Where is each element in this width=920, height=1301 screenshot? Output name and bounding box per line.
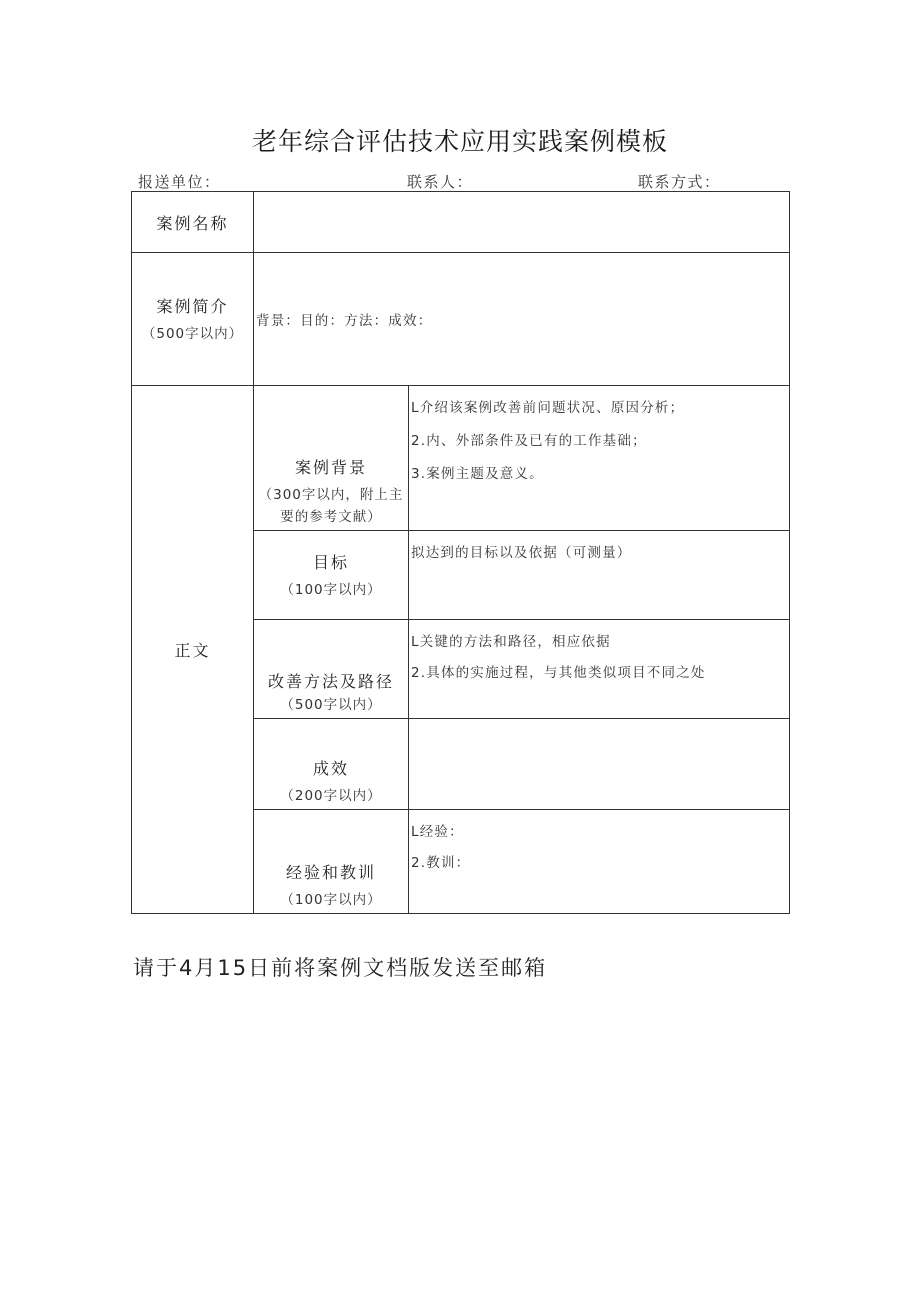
summary-row bbox=[132, 253, 790, 386]
section-label-lessons: 经验和教训 （100字以内） bbox=[254, 810, 409, 914]
section-row-background bbox=[132, 386, 790, 531]
case-name-field[interactable] bbox=[254, 192, 790, 253]
lessons-line-2: 2.教训： bbox=[411, 855, 471, 871]
section-content-method[interactable] bbox=[409, 620, 790, 719]
section-content-goal[interactable] bbox=[409, 531, 790, 620]
case-name-label: 案例名称 bbox=[132, 192, 254, 253]
lessons-line-1: L经验： bbox=[411, 824, 464, 840]
summary-label: 案例简介 bbox=[156, 296, 229, 316]
document-title: 老年综合评估技术应用实践案例模板 bbox=[251, 127, 668, 156]
section-content-outcome[interactable] bbox=[409, 719, 790, 810]
contact-method-label: 联系方式： bbox=[638, 173, 721, 191]
unit-label: 报送单位： bbox=[138, 173, 221, 191]
submission-note: 请于4月15日前将案例文档版发送至邮箱 bbox=[133, 956, 548, 980]
section-content-lessons[interactable] bbox=[409, 810, 790, 914]
header-fields bbox=[0, 171, 920, 191]
section-content-background[interactable] bbox=[409, 386, 790, 531]
background-line-3: 3.案例主题及意义。 bbox=[411, 466, 544, 482]
section-label-outcome: 成效 （200字以内） bbox=[254, 719, 409, 810]
method-line-2: 2.具体的实施过程，与其他类似项目不同之处 bbox=[411, 665, 706, 681]
case-name-row bbox=[132, 192, 790, 253]
summary-label-cell bbox=[132, 253, 254, 386]
summary-content-field[interactable]: 背景：目的：方法：成效： bbox=[254, 253, 790, 386]
contact-label: 联系人： bbox=[407, 173, 474, 191]
section-label-goal: 目标 （100字以内） bbox=[254, 531, 409, 620]
summary-sublabel: （500字以内） bbox=[141, 325, 244, 342]
background-line-1: L介绍该案例改善前问题状况、原因分析； bbox=[411, 400, 685, 416]
case-form-table bbox=[131, 191, 790, 914]
background-line-2: 2.内、外部条件及已有的工作基础； bbox=[411, 433, 647, 449]
section-label-method: 改善方法及路径 （500字以内） bbox=[254, 620, 409, 719]
method-line-1: L关键的方法和路径，相应依据 bbox=[411, 634, 611, 650]
section-label-background: 案例背景 （300字以内，附上主要的参考文献） bbox=[254, 386, 409, 531]
main-body-label: 正文 bbox=[132, 386, 254, 914]
goal-line-1: 拟达到的目标以及依据（可测量） bbox=[411, 545, 632, 561]
